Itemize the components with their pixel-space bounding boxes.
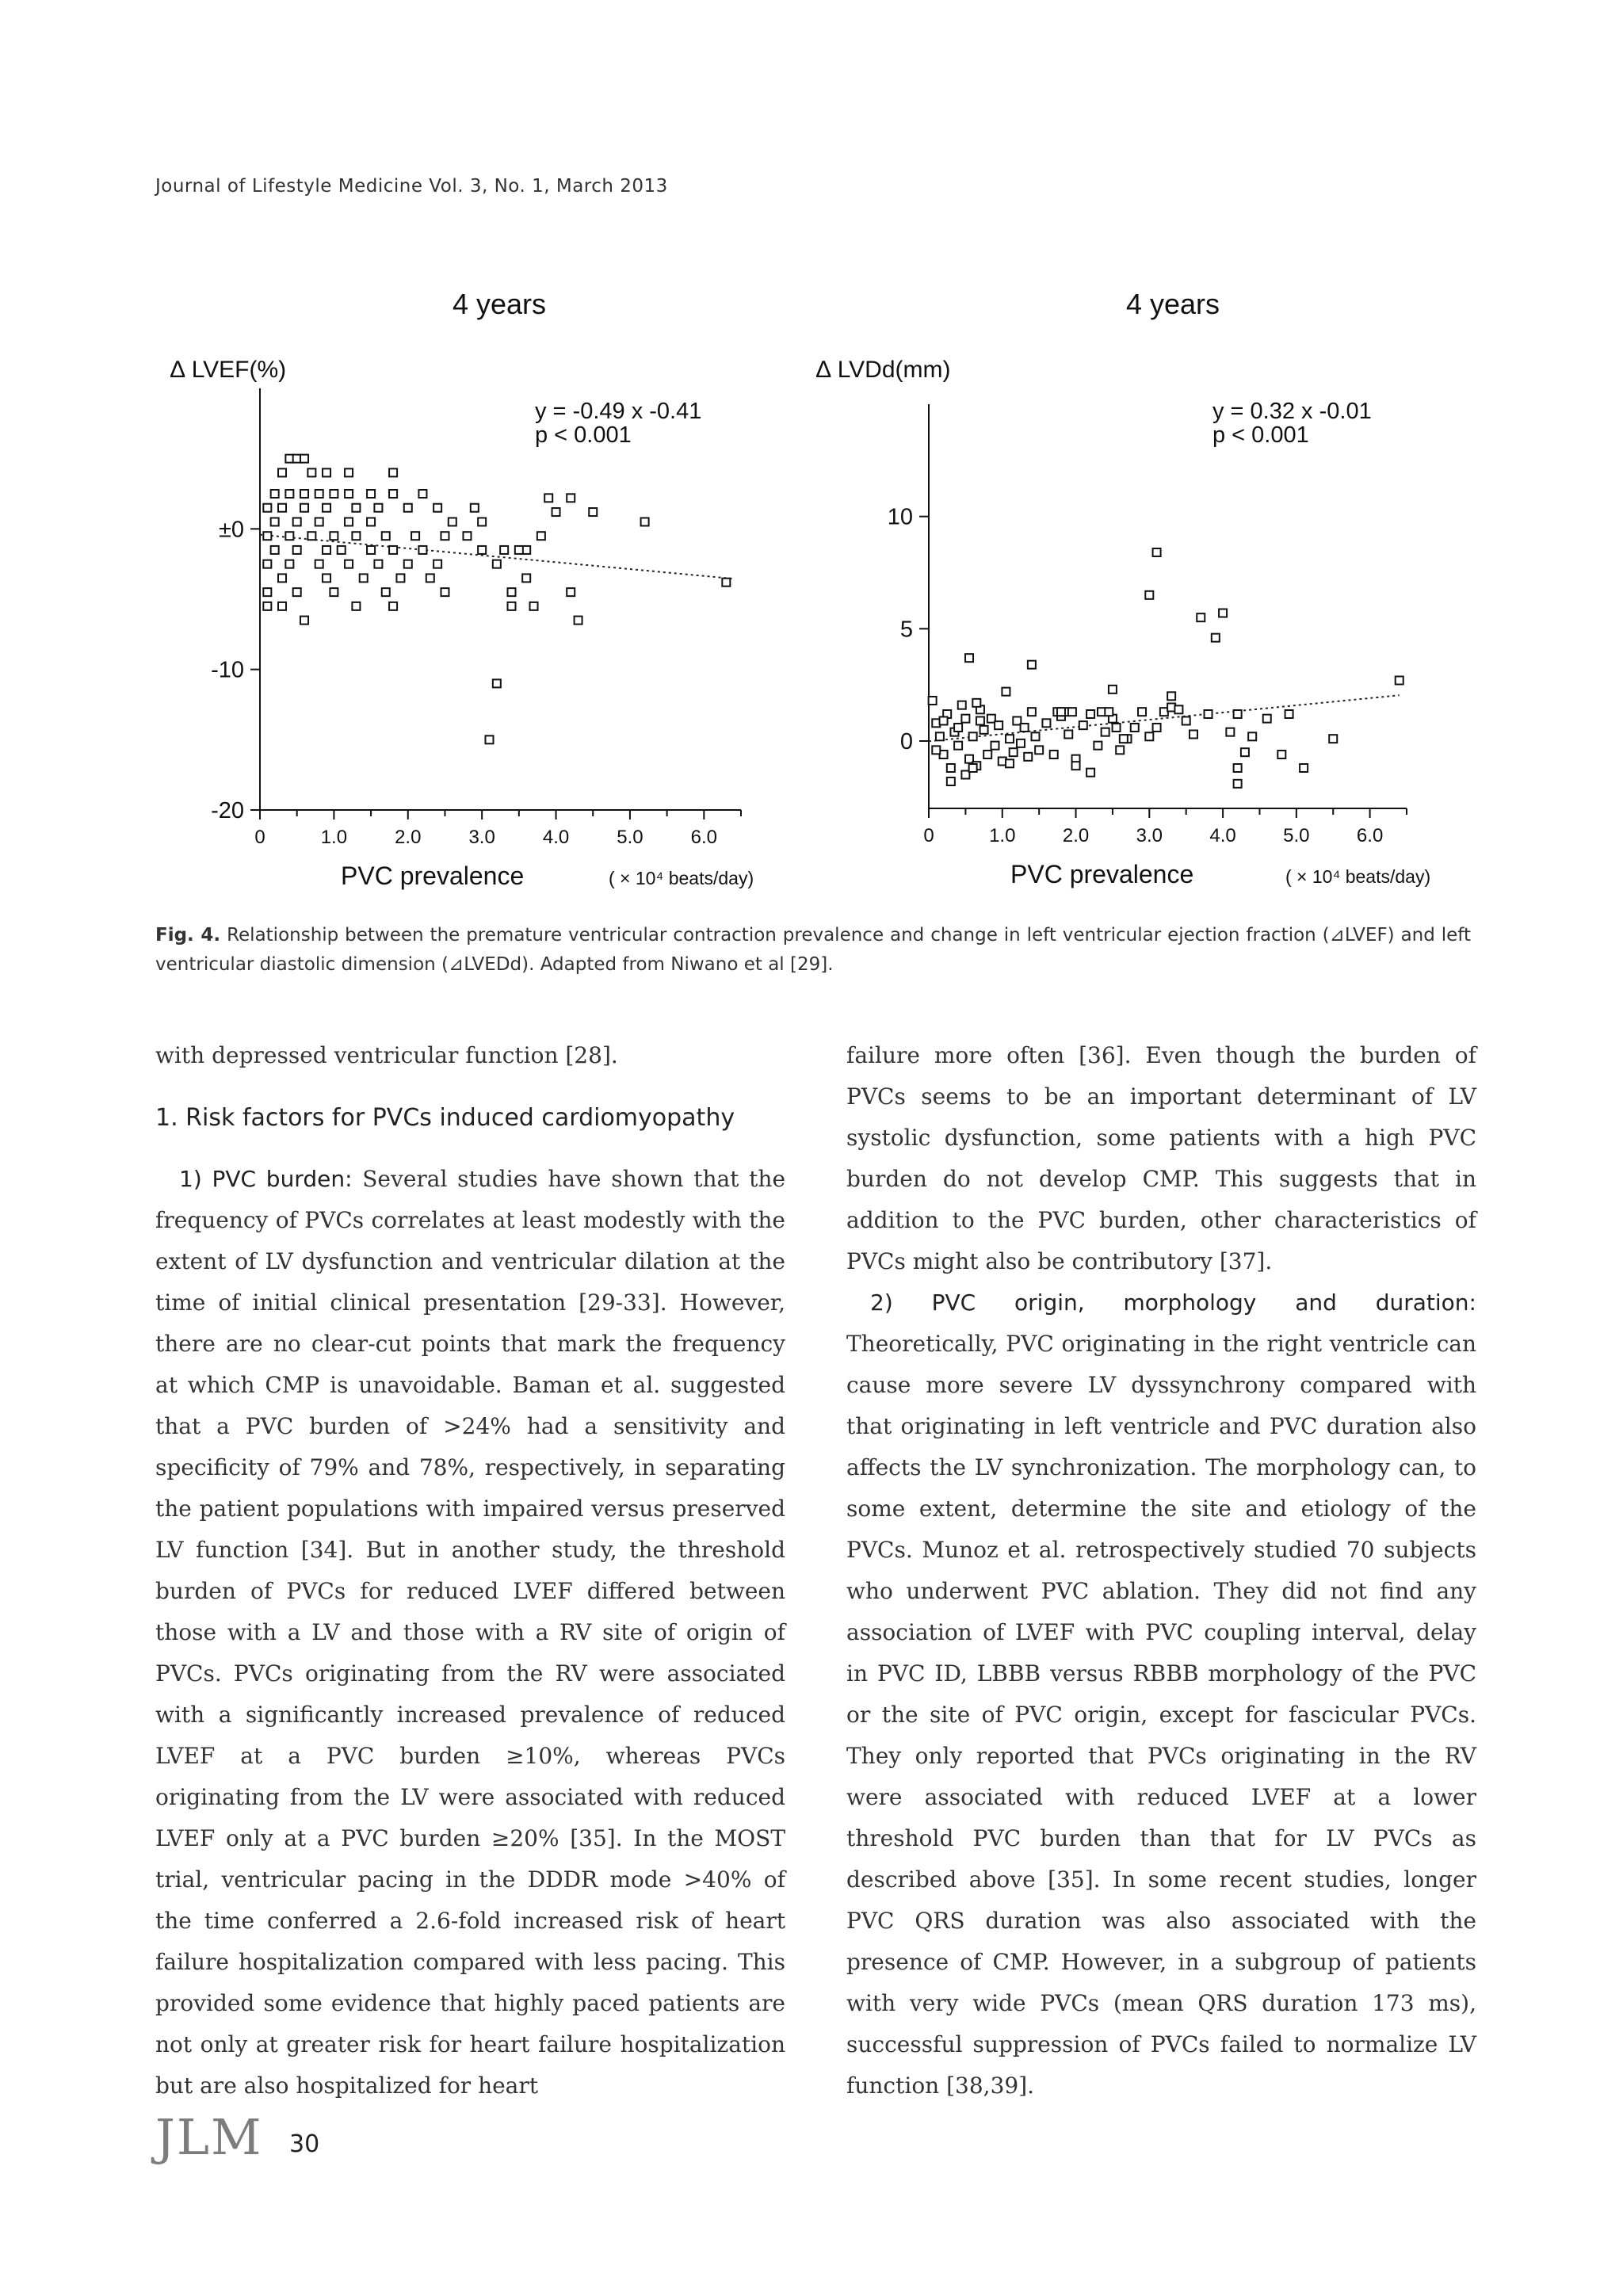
- data-point: [263, 560, 271, 568]
- regression-line: [260, 535, 734, 579]
- body-column-right: [846, 1035, 1476, 2107]
- data-point: [1174, 705, 1182, 713]
- data-point: [352, 504, 360, 512]
- data-point: [433, 560, 441, 568]
- data-point: [537, 532, 545, 540]
- paragraph-text: Theoretically, PVC originating in the right ventricle can cause more severe LV dyssynchrony compared with that originating in left ventricle and PVC duration also affects the LV synchronization. The morphology can, to some extent, determine the site and etiology of the PVCs. Munoz et al. retrospectively studied 70 subjects who underwent PVC ablation. They did not find any association of LVEF with PVC coupling interval, delay in PVC ID, LBBB versus RBBB morphology of the PVC or the site of PVC origin, except for fascicular PVCs. They only reported that PVCs originating in the RV were associated with reduced LVEF at a lower threshold PVC burden than that for LV PVCs as described above [35]. In some recent studies, longer PVC QRS duration was also associated with the presence of CMP. However, in a subgroup of patients with very wide PVCs (mean QRS duration 173 ms), successful suppression of PVCs failed to normalize LV function [38,39].: [846, 1331, 1476, 2099]
- y-tick-label: -10: [211, 657, 244, 683]
- data-point: [1131, 724, 1139, 732]
- data-point: [980, 726, 988, 734]
- data-point: [1102, 728, 1109, 736]
- data-point: [947, 764, 955, 772]
- data-point: [1138, 708, 1146, 716]
- data-point: [1079, 721, 1087, 729]
- x-axis-label: PVC prevalence: [1010, 860, 1194, 888]
- data-point: [544, 494, 552, 502]
- data-point: [1234, 710, 1242, 718]
- data-point: [271, 490, 279, 498]
- data-point: [433, 504, 441, 512]
- section-heading: 1. Risk factors for PVCs induced cardiomyopathy: [155, 1104, 735, 1132]
- y-tick-label: ±0: [218, 517, 244, 543]
- data-point: [404, 504, 412, 512]
- x-tick-label: 2.0: [395, 827, 422, 848]
- data-point: [1116, 746, 1124, 754]
- data-point: [404, 560, 412, 568]
- data-point: [338, 546, 346, 554]
- paragraph: failure more often [36]. Even though the burden of PVCs seems to be an important determinant of LV systolic dysfunction, some patients with a high PVC burden do not develop CMP. This suggests that in addition to the PVC burden, other characteristics of PVCs might also be contributory [37].: [846, 1042, 1476, 1274]
- y-tick-label: -20: [211, 798, 244, 823]
- data-point: [426, 574, 434, 582]
- data-point: [1277, 751, 1285, 758]
- x-tick-label: 2.0: [1062, 825, 1090, 846]
- data-point: [958, 701, 966, 709]
- data-point: [300, 504, 308, 512]
- data-point: [932, 746, 940, 754]
- data-point: [1120, 735, 1128, 743]
- data-point: [323, 546, 330, 554]
- x-tick-label: 0: [923, 825, 934, 846]
- x-tick-label: 5.0: [1283, 825, 1310, 846]
- data-point: [307, 468, 315, 476]
- data-point: [1028, 708, 1036, 716]
- data-point: [1057, 708, 1065, 716]
- data-point: [345, 560, 353, 568]
- x-tick-label: 0: [254, 827, 265, 848]
- regression-p-value: p < 0.001: [535, 422, 632, 448]
- y-axis-label: ∆ LVDd(mm): [816, 357, 951, 383]
- data-points: [260, 455, 734, 744]
- data-point: [1190, 731, 1197, 739]
- data-point: [330, 532, 338, 540]
- x-tick-label: 6.0: [1356, 825, 1384, 846]
- data-point: [478, 518, 486, 525]
- page-number: 30: [289, 2130, 320, 2158]
- x-tick-label: 4.0: [1209, 825, 1236, 846]
- data-point: [969, 732, 977, 740]
- data-point: [1300, 764, 1308, 772]
- data-point: [330, 588, 338, 596]
- body-column-left: [155, 1035, 785, 2107]
- data-point: [567, 588, 575, 596]
- data-point: [954, 724, 962, 732]
- data-point: [271, 546, 279, 554]
- data-point: [285, 560, 293, 568]
- data-point: [995, 721, 1002, 729]
- data-point: [1234, 764, 1242, 772]
- data-point: [1263, 715, 1271, 723]
- data-point: [1248, 732, 1256, 740]
- data-point: [522, 574, 530, 582]
- data-point: [508, 602, 516, 610]
- chart-lvdd: [816, 285, 1482, 904]
- run-in-heading: 2) PVC origin, morphology and duration:: [870, 1289, 1476, 1316]
- data-point: [278, 468, 286, 476]
- data-point: [969, 764, 977, 772]
- x-tick-label: 3.0: [468, 827, 495, 848]
- data-point: [367, 490, 375, 498]
- regression-p-value: p < 0.001: [1212, 422, 1309, 448]
- data-point: [991, 742, 999, 750]
- data-point: [1094, 742, 1102, 750]
- data-point: [315, 560, 323, 568]
- data-point: [285, 532, 293, 540]
- data-point: [278, 574, 286, 582]
- data-point: [1050, 751, 1058, 758]
- data-point: [1010, 748, 1018, 756]
- data-point: [530, 602, 538, 610]
- data-point: [567, 494, 575, 502]
- data-point: [382, 532, 390, 540]
- data-point: [300, 455, 308, 463]
- data-point: [515, 546, 523, 554]
- data-point: [263, 602, 271, 610]
- data-point: [293, 518, 301, 525]
- data-point: [323, 468, 330, 476]
- data-point: [478, 546, 486, 554]
- data-point: [936, 732, 944, 740]
- y-tick-label: 0: [899, 729, 913, 755]
- data-point: [1153, 724, 1161, 732]
- data-point: [374, 504, 382, 512]
- data-point: [345, 518, 353, 525]
- data-point: [1064, 731, 1072, 739]
- data-point: [1219, 609, 1227, 617]
- data-point: [1167, 692, 1175, 700]
- y-tick-label: 10: [887, 504, 913, 530]
- data-point: [441, 588, 449, 596]
- data-point: [1234, 780, 1242, 788]
- data-point: [389, 602, 397, 610]
- data-point: [1072, 762, 1080, 770]
- data-point: [1197, 613, 1205, 621]
- data-point: [352, 532, 360, 540]
- data-point: [1105, 708, 1113, 716]
- data-point: [1021, 724, 1029, 732]
- figure-caption: [155, 921, 1471, 980]
- data-point: [323, 574, 330, 582]
- data-point: [374, 560, 382, 568]
- data-point: [485, 735, 493, 743]
- data-point: [1006, 735, 1014, 743]
- data-point: [300, 617, 308, 625]
- data-point: [508, 588, 516, 596]
- data-point: [360, 574, 368, 582]
- data-point: [293, 546, 301, 554]
- data-point: [1145, 732, 1153, 740]
- data-point: [552, 508, 560, 516]
- data-point: [1205, 710, 1212, 718]
- x-axis-unit: ( × 10⁴ beats/day): [609, 868, 754, 888]
- x-tick-label: 1.0: [989, 825, 1016, 846]
- x-tick-label: 5.0: [617, 827, 643, 848]
- data-point: [315, 518, 323, 525]
- data-point: [1024, 753, 1032, 761]
- data-point: [1212, 634, 1220, 642]
- paragraph: [846, 1282, 1476, 2107]
- data-point: [954, 742, 962, 750]
- data-point: [1068, 708, 1076, 716]
- data-point: [389, 490, 397, 498]
- data-point: [641, 518, 649, 525]
- data-point: [1035, 746, 1043, 754]
- data-point: [1017, 739, 1025, 747]
- chart-title: 4 years: [1125, 288, 1220, 320]
- data-point: [285, 490, 293, 498]
- data-point: [493, 560, 501, 568]
- data-point: [722, 579, 730, 586]
- data-points: [929, 548, 1403, 788]
- data-point: [1182, 717, 1190, 725]
- data-point: [293, 588, 301, 596]
- y-axis-label: ∆ LVEF(%): [170, 357, 287, 383]
- figure-caption-text: Relationship between the premature ventricular contraction prevalence and change in left ventricular ejection fraction (⊿LVEF) and left ventricular diastolic dimension (⊿LVEDd). Adapted from Niwano et al [29].: [155, 925, 1471, 975]
- data-point: [441, 532, 449, 540]
- data-point: [1329, 735, 1337, 743]
- data-point: [972, 699, 980, 707]
- x-axis-unit: ( × 10⁴ beats/day): [1285, 866, 1431, 887]
- y-tick-label: 5: [899, 617, 913, 643]
- data-point: [278, 504, 286, 512]
- data-point: [1241, 748, 1249, 756]
- data-point: [271, 518, 279, 525]
- data-point: [1086, 769, 1094, 777]
- figure-label: Fig. 4.: [155, 925, 221, 946]
- axes: [888, 404, 1407, 846]
- x-axis-label: PVC prevalence: [341, 861, 525, 890]
- data-point: [575, 617, 582, 625]
- chart-lvef: [158, 285, 816, 904]
- data-point: [983, 751, 991, 758]
- data-point: [500, 546, 508, 554]
- data-point: [1226, 728, 1234, 736]
- data-point: [263, 532, 271, 540]
- regression-equation: y = 0.32 x -0.01: [1212, 399, 1372, 424]
- data-point: [589, 508, 597, 516]
- data-point: [345, 490, 353, 498]
- x-tick-label: 1.0: [320, 827, 348, 848]
- data-point: [263, 588, 271, 596]
- run-in-heading: 1) PVC burden:: [179, 1166, 363, 1192]
- regression-equation: y = -0.49 x -0.41: [535, 399, 702, 424]
- chart-title: 4 years: [452, 288, 547, 320]
- data-point: [307, 532, 315, 540]
- data-point: [411, 532, 419, 540]
- x-tick-label: 6.0: [690, 827, 717, 848]
- data-point: [300, 490, 308, 498]
- running-header: Journal of Lifestyle Medicine Vol. 3, No. 1, March 2013: [155, 176, 668, 197]
- data-point: [449, 518, 456, 525]
- journal-logo: JLM: [155, 2108, 263, 2166]
- data-point: [1032, 732, 1040, 740]
- data-point: [367, 518, 375, 525]
- data-point: [352, 602, 360, 610]
- data-point: [929, 697, 937, 705]
- data-point: [947, 777, 955, 785]
- data-point: [418, 490, 426, 498]
- data-point: [1109, 686, 1117, 693]
- data-point: [323, 504, 330, 512]
- data-point: [1042, 719, 1050, 727]
- data-point: [389, 468, 397, 476]
- data-point: [418, 546, 426, 554]
- data-point: [382, 588, 390, 596]
- data-point: [1145, 591, 1153, 599]
- data-point: [278, 602, 286, 610]
- data-point: [367, 546, 375, 554]
- data-point: [471, 504, 479, 512]
- data-point: [965, 654, 973, 662]
- data-point: [263, 504, 271, 512]
- data-point: [493, 679, 501, 687]
- data-point: [389, 546, 397, 554]
- x-tick-label: 3.0: [1136, 825, 1163, 846]
- data-point: [1285, 710, 1293, 718]
- data-point: [961, 715, 969, 723]
- data-point: [315, 490, 323, 498]
- data-point: [463, 532, 471, 540]
- data-point: [1002, 688, 1010, 696]
- data-point: [1153, 548, 1161, 556]
- data-point: [1006, 759, 1014, 767]
- data-point: [330, 490, 338, 498]
- data-point: [345, 468, 353, 476]
- data-point: [1113, 724, 1121, 732]
- data-point: [396, 574, 404, 582]
- paragraph: with depressed ventricular function [28].: [155, 1042, 618, 1068]
- data-point: [1086, 710, 1094, 718]
- paragraph-text: Several studies have shown that the frequency of PVCs correlates at least modestly with the extent of LV dysfunction and ventricular dilation at the time of initial clinical presentation [29-33]. However, there are no clear-cut points that mark the frequency at which CMP is unavoidable. Baman et al. suggested that a PVC burden of >24% had a sensitivity and specificity of 79% and 78%, respectively, in separating the patient populations with impaired versus preserved LV function [34]. But in another study, the threshold burden of PVCs for reduced LVEF differed between those with a LV and those with a RV site of origin of PVCs. PVCs originating from the RV were associated with a significantly increased prevalence of reduced LVEF at a PVC burden ≥10%, whereas PVCs originating from the LV were associated with reduced LVEF only at a PVC burden ≥20% [35]. In the MOST trial, ventricular pacing in the DDDR mode >40% of the time conferred a 2.6-fold increased risk of heart failure hospitalization compared with less pacing. This provided some evidence that highly paced patients are not only at greater risk for heart failure hospitalization but are also hospitalized for heart: [155, 1166, 786, 2099]
- paragraph: [155, 1159, 785, 2107]
- data-point: [976, 717, 984, 725]
- data-point: [1028, 661, 1036, 669]
- x-tick-label: 4.0: [542, 827, 570, 848]
- data-point: [940, 717, 948, 725]
- data-point: [1396, 677, 1403, 685]
